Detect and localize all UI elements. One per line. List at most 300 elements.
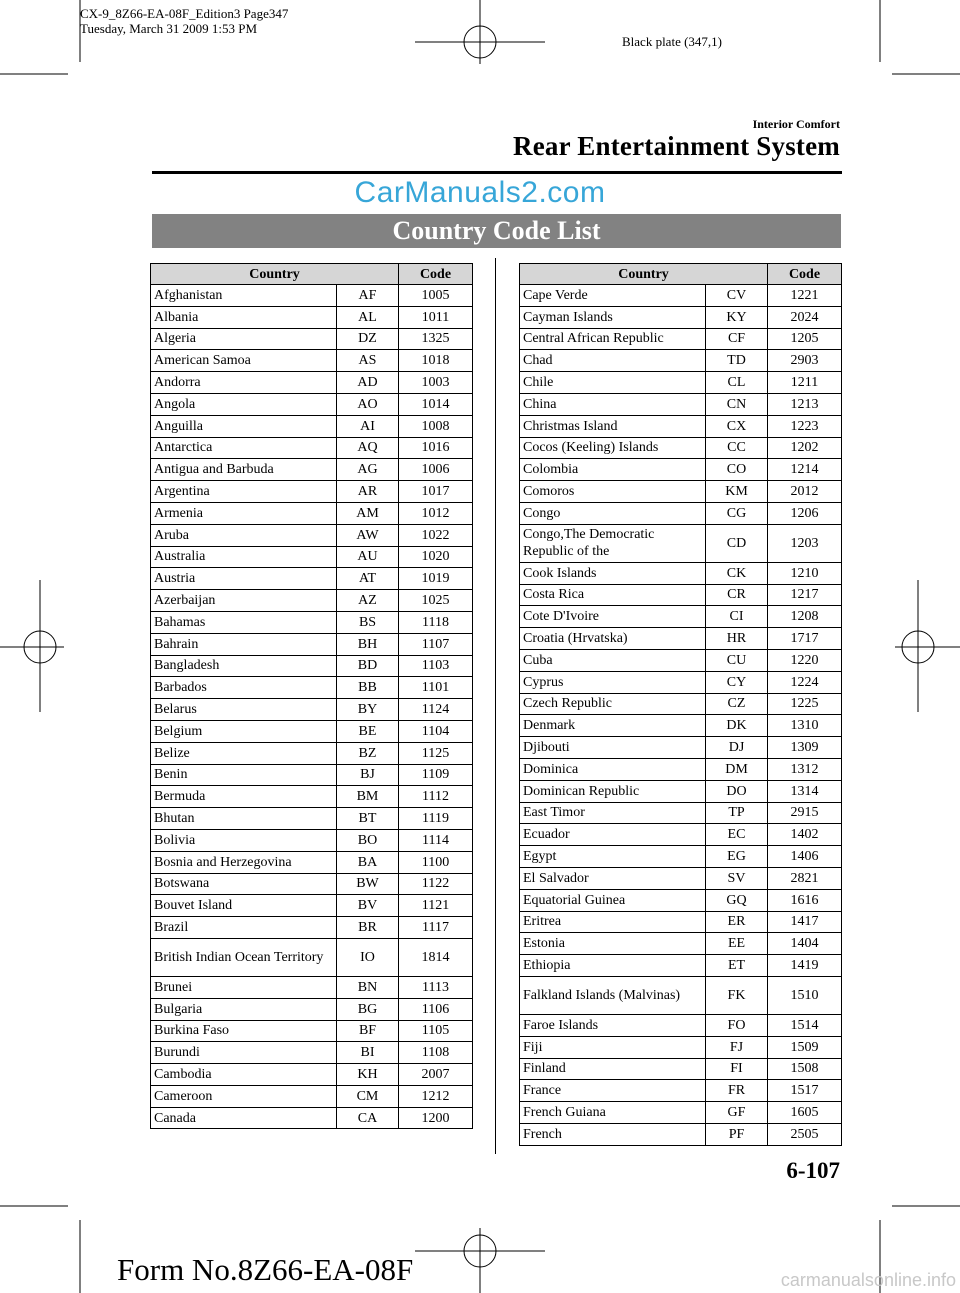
country-code-cell: 2903 [768, 350, 842, 372]
country-name-cell: Cayman Islands [520, 306, 706, 328]
country-abbr-cell: AZ [337, 590, 399, 612]
country-abbr-cell: AM [337, 502, 399, 524]
country-name-cell: Botswana [151, 873, 337, 895]
table-row [151, 699, 473, 721]
country-abbr-cell: CL [706, 372, 768, 394]
country-code-cell: 1717 [768, 628, 842, 650]
table-row [520, 671, 842, 693]
country-code-cell: 2007 [399, 1064, 473, 1086]
section-label: Interior Comfort [752, 117, 840, 131]
country-abbr-cell: IO [337, 938, 399, 976]
country-code-cell: 1125 [399, 742, 473, 764]
country-name-cell: Ecuador [520, 824, 706, 846]
country-name-cell: Bangladesh [151, 655, 337, 677]
table-row [151, 328, 473, 350]
country-name-cell: Bolivia [151, 829, 337, 851]
country-abbr-cell: KH [337, 1064, 399, 1086]
country-name-cell: Congo [520, 502, 706, 524]
country-name-cell: Cameroon [151, 1085, 337, 1107]
page-title: Rear Entertainment System [513, 131, 840, 161]
country-abbr-cell: AR [337, 481, 399, 503]
country-code-cell: 1118 [399, 611, 473, 633]
country-abbr-cell: AS [337, 350, 399, 372]
country-name-cell: El Salvador [520, 867, 706, 889]
country-abbr-cell: ER [706, 911, 768, 933]
country-name-cell: Falkland Islands (Malvinas) [520, 976, 706, 1014]
country-name-cell: Antarctica [151, 437, 337, 459]
country-name-cell: Belgium [151, 720, 337, 742]
column-divider [495, 258, 496, 1154]
country-code-cell: 1122 [399, 873, 473, 895]
country-code-cell: 1107 [399, 633, 473, 655]
country-abbr-cell: EG [706, 846, 768, 868]
title-rule [152, 171, 842, 174]
country-name-cell: Colombia [520, 459, 706, 481]
table-row [520, 780, 842, 802]
country-code-cell: 1202 [768, 437, 842, 459]
country-name-cell: Congo,The Democratic Republic of the [520, 524, 706, 562]
country-name-cell: Albania [151, 306, 337, 328]
table-row [151, 742, 473, 764]
country-name-cell: Antigua and Barbuda [151, 459, 337, 481]
table-row [151, 917, 473, 939]
country-name-cell: Dominica [520, 758, 706, 780]
table-row [151, 873, 473, 895]
table-row [520, 584, 842, 606]
country-code-cell: 1404 [768, 933, 842, 955]
country-name-cell: Barbados [151, 677, 337, 699]
table-header-row [520, 264, 842, 285]
table-row [151, 655, 473, 677]
country-code-cell: 1022 [399, 524, 473, 546]
country-code-cell: 1014 [399, 393, 473, 415]
table-row [520, 911, 842, 933]
country-code-cell: 1616 [768, 889, 842, 911]
country-name-cell: Aruba [151, 524, 337, 546]
country-name-cell: French Guiana [520, 1102, 706, 1124]
country-code-cell: 1103 [399, 655, 473, 677]
country-code-cell: 1223 [768, 415, 842, 437]
table-row [520, 328, 842, 350]
country-abbr-cell: BH [337, 633, 399, 655]
country-name-cell: Andorra [151, 372, 337, 394]
country-code-cell: 1402 [768, 824, 842, 846]
country-abbr-cell: BZ [337, 742, 399, 764]
country-code-cell: 2505 [768, 1123, 842, 1145]
code-column-header: Code [399, 264, 473, 285]
country-name-cell: China [520, 393, 706, 415]
country-code-cell: 1213 [768, 393, 842, 415]
country-abbr-cell: BG [337, 998, 399, 1020]
table-row [520, 649, 842, 671]
country-name-cell: Cape Verde [520, 285, 706, 307]
country-code-cell: 1113 [399, 976, 473, 998]
country-name-cell: Bouvet Island [151, 895, 337, 917]
country-abbr-cell: CY [706, 671, 768, 693]
country-abbr-cell: CC [706, 437, 768, 459]
country-code-cell: 1220 [768, 649, 842, 671]
country-code-cell: 1008 [399, 415, 473, 437]
country-abbr-cell: PF [706, 1123, 768, 1145]
country-code-cell: 1105 [399, 1020, 473, 1042]
table-row [151, 415, 473, 437]
country-abbr-cell: CR [706, 584, 768, 606]
page-number: 6-107 [786, 1158, 840, 1183]
table-row [520, 350, 842, 372]
country-code-cell: 1012 [399, 502, 473, 524]
country-name-cell: Cook Islands [520, 562, 706, 584]
table-row [151, 481, 473, 503]
country-code-cell: 1517 [768, 1080, 842, 1102]
country-abbr-cell: KM [706, 481, 768, 503]
country-abbr-cell: FI [706, 1058, 768, 1080]
table-row [151, 1107, 473, 1129]
country-name-cell: Croatia (Hrvatska) [520, 628, 706, 650]
country-code-cell: 1509 [768, 1036, 842, 1058]
country-code-cell: 1212 [399, 1085, 473, 1107]
table-row [520, 1102, 842, 1124]
country-code-cell: 1006 [399, 459, 473, 481]
country-abbr-cell: AT [337, 568, 399, 590]
country-name-cell: Egypt [520, 846, 706, 868]
country-abbr-cell: TP [706, 802, 768, 824]
country-code-cell: 1203 [768, 524, 842, 562]
country-code-cell: 1108 [399, 1042, 473, 1064]
country-code-cell: 1419 [768, 955, 842, 977]
country-name-cell: Fiji [520, 1036, 706, 1058]
table-row [520, 606, 842, 628]
country-abbr-cell: TD [706, 350, 768, 372]
country-name-cell: Belize [151, 742, 337, 764]
country-code-cell: 1109 [399, 764, 473, 786]
table-row [520, 737, 842, 759]
watermark-logo[interactable]: CarManuals2.com [354, 176, 606, 209]
country-name-cell: Finland [520, 1058, 706, 1080]
table-row [151, 677, 473, 699]
country-name-cell: Ethiopia [520, 955, 706, 977]
country-name-cell: Azerbaijan [151, 590, 337, 612]
table-row [520, 715, 842, 737]
country-name-cell: Bahamas [151, 611, 337, 633]
country-name-cell: Burundi [151, 1042, 337, 1064]
country-abbr-cell: KY [706, 306, 768, 328]
table-row [151, 568, 473, 590]
table-row [151, 524, 473, 546]
table-row [151, 786, 473, 808]
country-code-cell: 1104 [399, 720, 473, 742]
country-abbr-cell: GQ [706, 889, 768, 911]
table-row [151, 285, 473, 307]
country-code-table-right [519, 263, 842, 1146]
table-row [520, 524, 842, 562]
table-row [520, 306, 842, 328]
country-name-cell: Cuba [520, 649, 706, 671]
country-name-cell: Djibouti [520, 737, 706, 759]
table-row [151, 1064, 473, 1086]
country-code-cell: 1101 [399, 677, 473, 699]
country-code-cell: 1814 [399, 938, 473, 976]
table-row [520, 285, 842, 307]
table-row [520, 628, 842, 650]
country-code-cell: 1605 [768, 1102, 842, 1124]
country-name-cell: Bhutan [151, 808, 337, 830]
country-name-cell: Austria [151, 568, 337, 590]
country-name-cell: Brunei [151, 976, 337, 998]
country-abbr-cell: CF [706, 328, 768, 350]
country-abbr-cell: CZ [706, 693, 768, 715]
country-abbr-cell: AD [337, 372, 399, 394]
table-row [151, 372, 473, 394]
country-abbr-cell: DJ [706, 737, 768, 759]
table-row [520, 481, 842, 503]
country-name-cell: Angola [151, 393, 337, 415]
print-file-line: CX-9_8Z66-EA-08F_Edition3 Page347 [80, 6, 289, 21]
table-row [520, 437, 842, 459]
form-number: Form No.8Z66-EA-08F [117, 1252, 414, 1287]
table-row [151, 851, 473, 873]
watermark-url[interactable]: carmanualsonline.info [780, 1270, 956, 1290]
country-name-cell: Central African Republic [520, 328, 706, 350]
country-abbr-cell: BT [337, 808, 399, 830]
country-name-cell: Brazil [151, 917, 337, 939]
country-name-cell: Cocos (Keeling) Islands [520, 437, 706, 459]
country-abbr-cell: ET [706, 955, 768, 977]
table-row [151, 1020, 473, 1042]
country-code-cell: 1214 [768, 459, 842, 481]
country-code-cell: 1217 [768, 584, 842, 606]
table-row [520, 459, 842, 481]
country-name-cell: Dominican Republic [520, 780, 706, 802]
country-name-cell: Argentina [151, 481, 337, 503]
country-name-cell: Burkina Faso [151, 1020, 337, 1042]
country-abbr-cell: BV [337, 895, 399, 917]
country-abbr-cell: CD [706, 524, 768, 562]
country-abbr-cell: CU [706, 649, 768, 671]
country-code-table-left [150, 263, 473, 1129]
country-abbr-cell: DM [706, 758, 768, 780]
country-abbr-cell: CV [706, 285, 768, 307]
country-abbr-cell: BJ [337, 764, 399, 786]
country-code-cell: 2012 [768, 481, 842, 503]
country-name-cell: Eritrea [520, 911, 706, 933]
country-code-cell: 1025 [399, 590, 473, 612]
country-code-cell: 1312 [768, 758, 842, 780]
country-name-cell: Anguilla [151, 415, 337, 437]
country-code-cell: 2915 [768, 802, 842, 824]
country-name-cell: Bermuda [151, 786, 337, 808]
print-metadata [80, 6, 288, 36]
country-code-cell: 1310 [768, 715, 842, 737]
country-code-cell: 1325 [399, 328, 473, 350]
country-code-cell: 2821 [768, 867, 842, 889]
country-abbr-cell: GF [706, 1102, 768, 1124]
table-row [151, 393, 473, 415]
table-row [151, 895, 473, 917]
country-code-cell: 1016 [399, 437, 473, 459]
country-name-cell: Faroe Islands [520, 1014, 706, 1036]
table-header-row [151, 264, 473, 285]
country-code-cell: 1508 [768, 1058, 842, 1080]
country-code-cell: 1224 [768, 671, 842, 693]
country-name-cell: Bahrain [151, 633, 337, 655]
country-code-cell: 1019 [399, 568, 473, 590]
country-abbr-cell: AW [337, 524, 399, 546]
table-row [520, 933, 842, 955]
country-code-cell: 1011 [399, 306, 473, 328]
table-row [151, 998, 473, 1020]
table-row [151, 808, 473, 830]
country-abbr-cell: AO [337, 393, 399, 415]
print-date-line: Tuesday, March 31 2009 1:53 PM [80, 21, 258, 36]
country-abbr-cell: SV [706, 867, 768, 889]
country-code-cell: 1211 [768, 372, 842, 394]
country-name-cell: Afghanistan [151, 285, 337, 307]
country-abbr-cell: CX [706, 415, 768, 437]
country-abbr-cell: CG [706, 502, 768, 524]
table-row [151, 1085, 473, 1107]
country-code-cell: 1206 [768, 502, 842, 524]
country-code-cell: 1106 [399, 998, 473, 1020]
country-code-cell: 1309 [768, 737, 842, 759]
country-abbr-cell: DZ [337, 328, 399, 350]
country-name-cell: France [520, 1080, 706, 1102]
country-name-cell: Bosnia and Herzegovina [151, 851, 337, 873]
country-abbr-cell: BY [337, 699, 399, 721]
country-abbr-cell: DK [706, 715, 768, 737]
list-title-banner: Country Code List [152, 214, 841, 248]
country-code-cell: 1005 [399, 285, 473, 307]
country-code-cell: 1018 [399, 350, 473, 372]
table-row [520, 502, 842, 524]
country-code-cell: 1225 [768, 693, 842, 715]
country-name-cell: Canada [151, 1107, 337, 1129]
country-abbr-cell: FJ [706, 1036, 768, 1058]
country-code-cell: 1117 [399, 917, 473, 939]
table-row [151, 976, 473, 998]
country-abbr-cell: CM [337, 1085, 399, 1107]
country-abbr-cell: AU [337, 546, 399, 568]
country-name-cell: Costa Rica [520, 584, 706, 606]
country-abbr-cell: BO [337, 829, 399, 851]
country-name-cell: Estonia [520, 933, 706, 955]
country-code-cell: 1017 [399, 481, 473, 503]
table-row [151, 720, 473, 742]
table-row [520, 415, 842, 437]
country-abbr-cell: AG [337, 459, 399, 481]
table-row [151, 437, 473, 459]
country-name-cell: Chad [520, 350, 706, 372]
country-abbr-cell: FR [706, 1080, 768, 1102]
table-row [151, 502, 473, 524]
country-abbr-cell: FK [706, 976, 768, 1014]
country-name-cell: Chile [520, 372, 706, 394]
table-row [151, 611, 473, 633]
table-row [520, 1058, 842, 1080]
country-code-cell: 1208 [768, 606, 842, 628]
country-code-cell: 2024 [768, 306, 842, 328]
table-row [520, 889, 842, 911]
country-code-cell: 1417 [768, 911, 842, 933]
country-abbr-cell: CK [706, 562, 768, 584]
country-abbr-cell: BB [337, 677, 399, 699]
table-row [520, 955, 842, 977]
country-abbr-cell: CN [706, 393, 768, 415]
country-name-cell: French [520, 1123, 706, 1145]
country-name-cell: Benin [151, 764, 337, 786]
country-name-cell: Cote D'Ivoire [520, 606, 706, 628]
country-name-cell: Comoros [520, 481, 706, 503]
country-abbr-cell: FO [706, 1014, 768, 1036]
country-abbr-cell: EC [706, 824, 768, 846]
country-name-cell: Equatorial Guinea [520, 889, 706, 911]
table-row [151, 590, 473, 612]
table-row [520, 1123, 842, 1145]
country-name-cell: Czech Republic [520, 693, 706, 715]
country-abbr-cell: BI [337, 1042, 399, 1064]
country-code-cell: 1121 [399, 895, 473, 917]
table-row [151, 829, 473, 851]
country-code-cell: 1114 [399, 829, 473, 851]
plate-label: Black plate (347,1) [622, 34, 722, 49]
table-row [520, 372, 842, 394]
table-row [520, 867, 842, 889]
country-name-cell: Australia [151, 546, 337, 568]
country-code-cell: 1124 [399, 699, 473, 721]
country-abbr-cell: DO [706, 780, 768, 802]
country-code-cell: 1205 [768, 328, 842, 350]
country-name-cell: East Timor [520, 802, 706, 824]
country-abbr-cell: BN [337, 976, 399, 998]
country-abbr-cell: AI [337, 415, 399, 437]
country-name-cell: American Samoa [151, 350, 337, 372]
country-abbr-cell: HR [706, 628, 768, 650]
country-code-cell: 1003 [399, 372, 473, 394]
country-abbr-cell: AL [337, 306, 399, 328]
table-row [151, 764, 473, 786]
table-row [520, 562, 842, 584]
country-abbr-cell: BD [337, 655, 399, 677]
table-row [151, 1042, 473, 1064]
country-code-cell: 1314 [768, 780, 842, 802]
country-name-cell: Armenia [151, 502, 337, 524]
country-abbr-cell: BR [337, 917, 399, 939]
country-abbr-cell: EE [706, 933, 768, 955]
country-name-cell: Algeria [151, 328, 337, 350]
country-name-cell: Christmas Island [520, 415, 706, 437]
table-row [520, 758, 842, 780]
table-row [520, 1080, 842, 1102]
country-abbr-cell: BA [337, 851, 399, 873]
country-code-cell: 1514 [768, 1014, 842, 1036]
country-code-cell: 1221 [768, 285, 842, 307]
country-name-cell: Belarus [151, 699, 337, 721]
table-row [520, 976, 842, 1014]
country-code-cell: 1510 [768, 976, 842, 1014]
table-row [520, 1014, 842, 1036]
country-name-cell: Cambodia [151, 1064, 337, 1086]
table-row [520, 693, 842, 715]
country-code-cell: 1119 [399, 808, 473, 830]
country-column-header: Country [151, 264, 399, 285]
country-code-cell: 1100 [399, 851, 473, 873]
country-name-cell: Cyprus [520, 671, 706, 693]
country-code-cell: 1112 [399, 786, 473, 808]
table-row [520, 393, 842, 415]
country-code-cell: 1020 [399, 546, 473, 568]
table-row [151, 459, 473, 481]
table-row [151, 350, 473, 372]
country-abbr-cell: BF [337, 1020, 399, 1042]
